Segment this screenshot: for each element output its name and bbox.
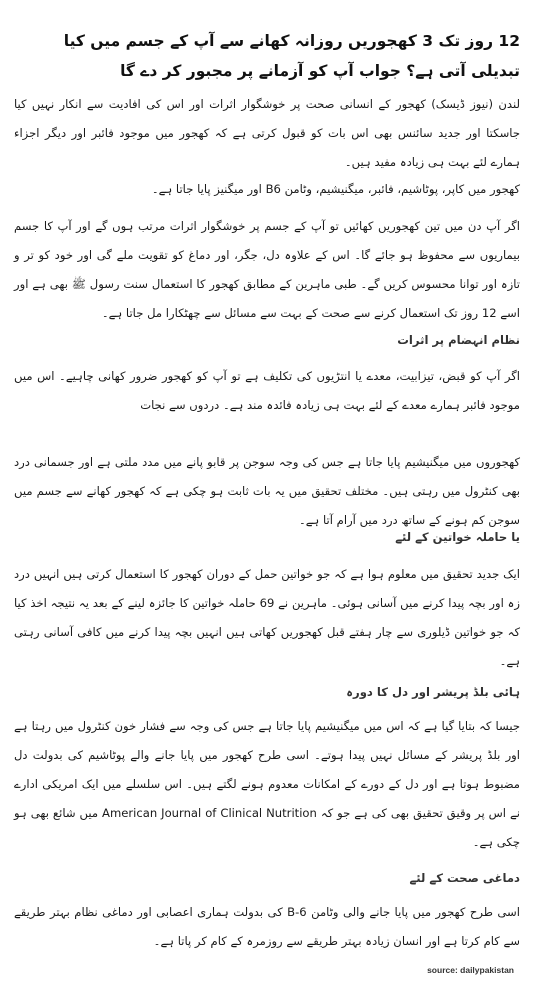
heading-digestion: نظام انہضام پر اثرات xyxy=(397,333,520,347)
paragraph-pregnancy: ایک جدید تحقیق میں معلوم ہوا ہے کہ جو خواتین حمل کے دوران کھجور کا استعمال کرتی ہیں انہیں درد زہ اور بچہ پیدا کرنے میں آسانی ہوئی۔ ماہرین نے 69 حاملہ خواتین کا جائزہ لینے کے بعد یہ نتیجہ اخذ کیا کہ جو خواتین ڈیلوری سے چار ہفتے قبل کھجوریں کھاتی ہیں انہیں بچہ پیدا کرنے میں کافی آسانی رہتی ہے۔ xyxy=(14,567,521,668)
article-title: 12 روز تک 3 کھجوریں روزانہ کھانے سے آپ کے جسم میں کیا تبدیلی آتی ہے؟ جواب آپ کو آزمانے پر مجبور کر دے گا xyxy=(63,32,520,80)
paragraph-pain: کھجوروں میں میگنیشیم پایا جاتا ہے جس کی وجہ سوجن پر قابو پانے میں مدد ملتی ہے اور جسمانی درد بھی کنٹرول میں رہتی ہیں۔ مختلف تحقیق میں یہ بات ثابت ہو چکی ہے کہ کھجور کھانے سے جسم میں سوجن کم ہونے کے ساتھ درد میں آرام آتا ہے۔ xyxy=(14,455,520,527)
paragraph-blood-pressure: جیسا کہ بتایا گیا ہے کہ اس میں میگنیشیم پایا جاتا ہے جس کی وجہ سے فشار خون کنٹرول میں رہتا ہے اور بلڈ پریشر کے مسائل نہیں پیدا ہوتے۔ اسی طرح کھجور میں پایا جانے والے پوٹاشیم کی بدولت دل مضبوط ہوتا ہے اور دل کے دورے کے امکانات معدوم ہونے لگتے ہیں۔ اس سلسلے میں ایک امریکی ادارے نے اس پر وقیق تحقیق بھی کی ہے جو کہ American Journal of Clinical Nutrition میں شائع بھی ہو چکی ہے۔ xyxy=(14,719,520,849)
source-credit: source: dailypakistan xyxy=(427,965,514,975)
paragraph-nutrients: کھجور میں کاپر، پوٹاشیم، فائبر، میگنیشیم، وٹامن B6 اور میگنیز پایا جاتا ہے۔ xyxy=(151,182,520,196)
paragraph-intro: لندن (نیوز ڈیسک) کھجور کے انسانی صحت پر خوشگوار اثرات اور اس کی افادیت سے انکار نہیں کیا جاسکتا اور جدید سائنس بھی اس بات کو قبول کرتی ہے کہ کھجور میں موجود فائبر اور دیگر اجزاء ہمارے لئے بہت ہی زیادہ مفید ہیں۔ xyxy=(14,97,520,169)
paragraph-three-dates: اگر آپ دن میں تین کھجوریں کھائیں تو آپ کے جسم پر خوشگوار اثرات مرتب ہوں گے اور آپ کا جسم بیماریوں سے محفوظ ہو جائے گا۔ اس کے علاوہ دل، جگر، اور دماغ کو تقویت ملے گی اور خود کو تر و تازہ اور توانا محسوس کریں گے۔ طبی ماہرین کے مطابق کھجور کا استعمال سنت رسول ﷺ بھی ہے اور اسے 12 روز تک استعمال کرنے سے صحت کے بہت سے مسائل سے چھٹکارا مل جاتا ہے۔ xyxy=(14,219,520,320)
heading-blood-pressure: ہائی بلڈ پریشر اور دل کا دورہ xyxy=(346,685,520,699)
heading-pregnancy: یا حاملہ خواتین کے لئے xyxy=(395,530,520,544)
paragraph-digestion: اگر آپ کو قبض، تیزابیت، معدے یا انتڑیوں کی تکلیف ہے تو آپ کو کھجور ضرور کھانی چاہیے۔ اس میں موجود فائبر ہمارے معدے کے لئے بہت ہی زیادہ فائدہ مند ہے۔ دردوں سے نجات xyxy=(14,369,520,412)
heading-brain-health: دماغی صحت کے لئے xyxy=(409,871,520,885)
paragraph-brain-health: اسی طرح کھجور میں پایا جانے والی وٹامن B-6 کی بدولت ہماری اعصابی اور دماغی نظام بہتر طریقے سے کام کرتا ہے اور انسان زیادہ بہتر طریقے سے روزمرہ کے کام کر پاتا ہے۔ xyxy=(14,905,520,948)
